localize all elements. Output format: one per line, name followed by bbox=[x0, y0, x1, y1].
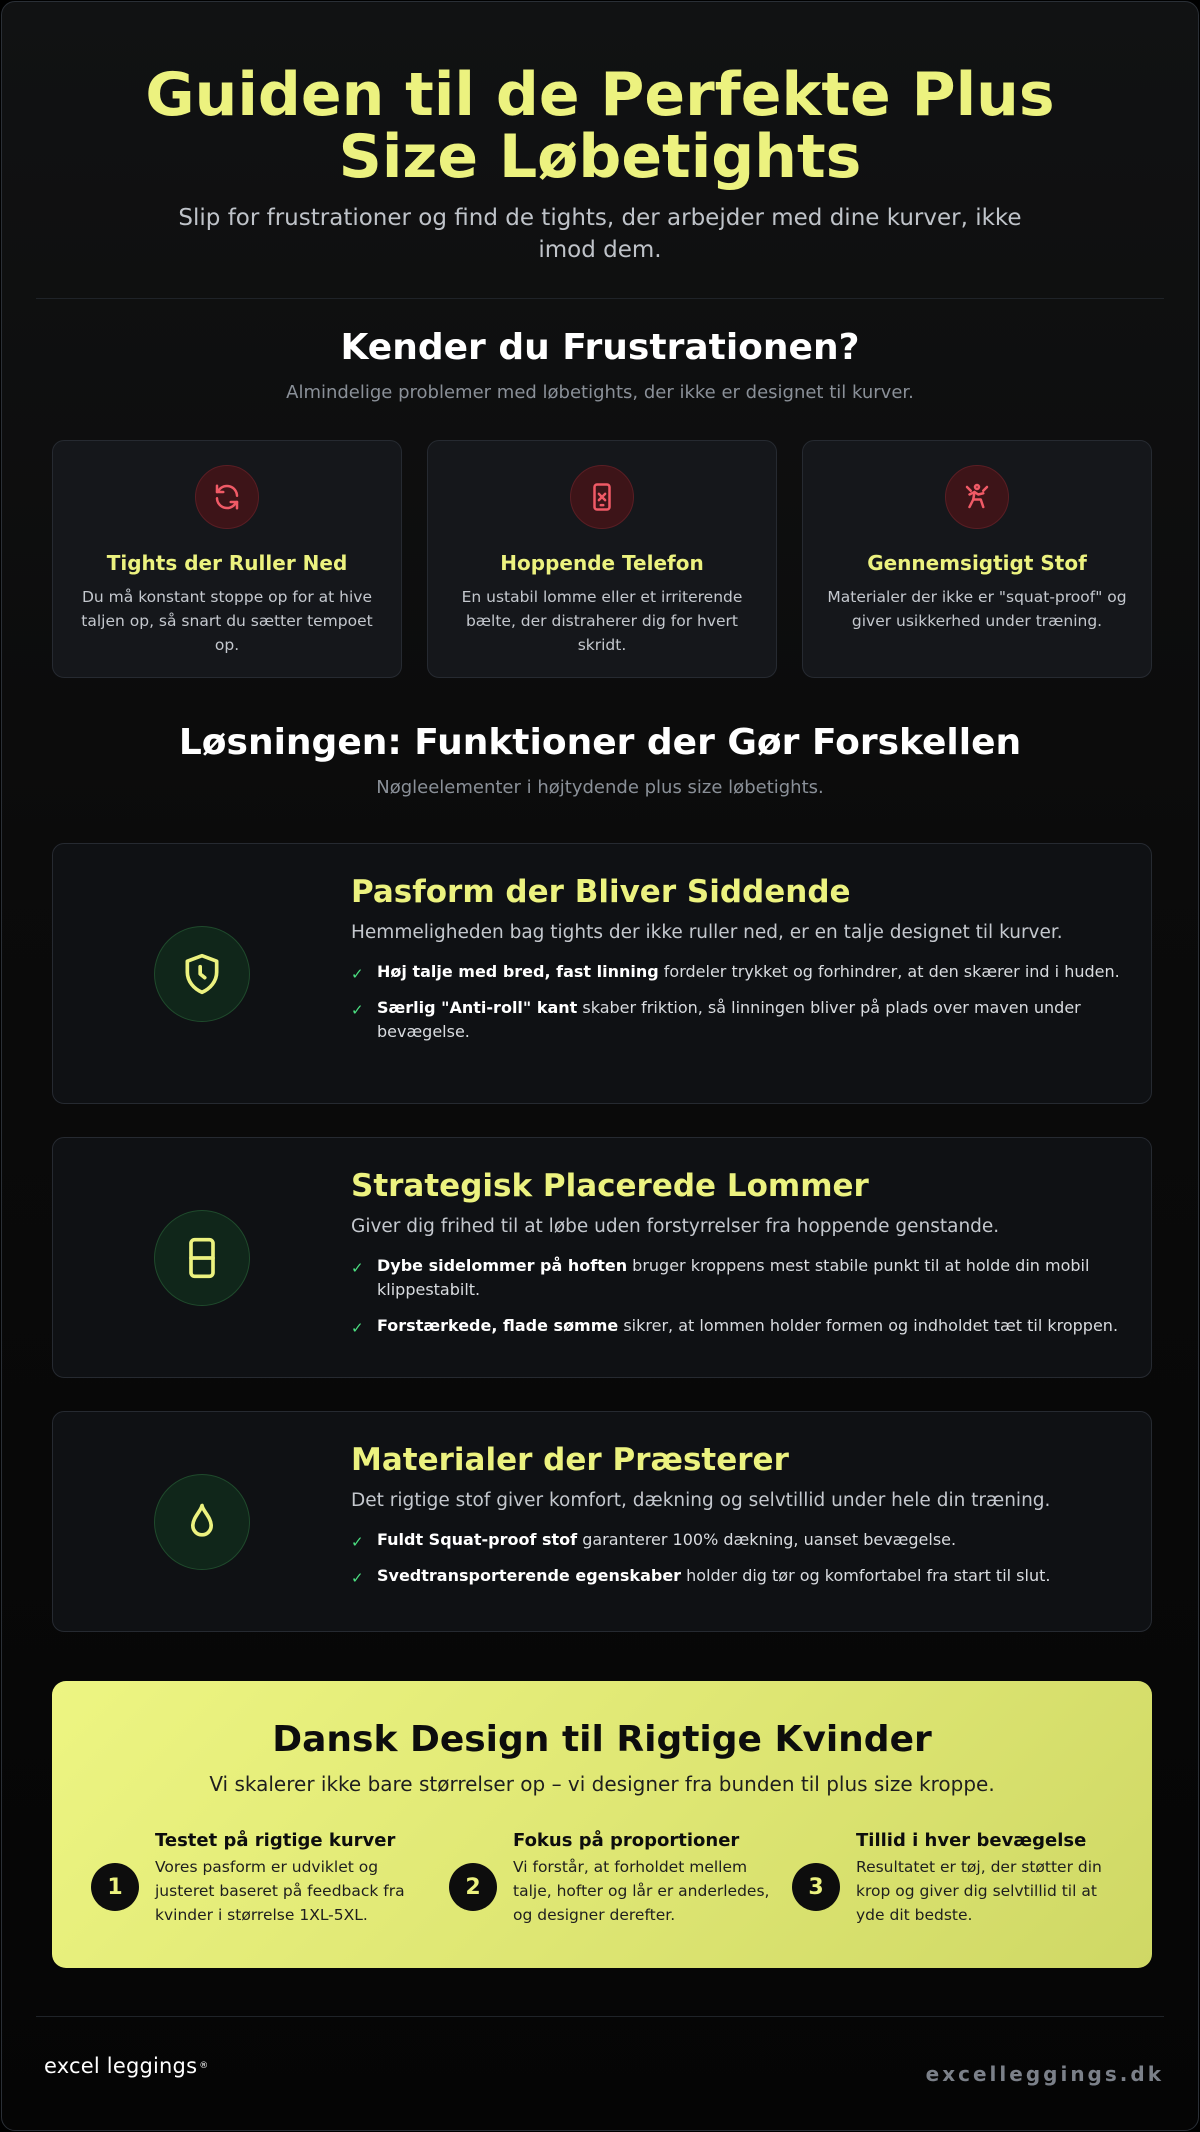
step-text: Resultatet er tøj, der støtter din krop og giver dig selvtillid til at yde dit bedste. bbox=[856, 1858, 1102, 1924]
feature-lead: Hemmeligheden bag tights der ikke ruller ned, er en talje designet til kurver. bbox=[351, 922, 1063, 943]
feature-point: ✓ Forstærkede, flade sømme sikrer, at lommen holder formen og indholdet tæt til kroppen. bbox=[351, 1314, 1131, 1338]
feature-title: Materialer der Præsterer bbox=[351, 1442, 789, 1478]
problem-title: Gennemsigtigt Stof bbox=[867, 551, 1087, 575]
problem-card bbox=[427, 440, 777, 678]
step-title: Tillid i hver bevægelse bbox=[856, 1830, 1087, 1851]
divider bbox=[36, 298, 1164, 299]
step-number: 2 bbox=[449, 1863, 497, 1911]
feature-body bbox=[351, 1168, 1131, 1350]
refresh-icon bbox=[195, 465, 259, 529]
feature-points bbox=[351, 960, 1131, 1044]
step-title: Fokus på proportioner bbox=[513, 1830, 740, 1851]
phone-x-icon bbox=[570, 465, 634, 529]
feature-body bbox=[351, 874, 1131, 1056]
logo-mark: ® bbox=[199, 2061, 209, 2071]
step-text: Vores pasform er udviklet og justeret baseret på feedback fra kvinder i størrelse 1XL-5XL. bbox=[155, 1858, 405, 1924]
feature-point: ✓ Svedtransporterende egenskaber holder dig tør og komfortabel fra start til slut. bbox=[351, 1564, 1131, 1588]
feature-point: ✓ Høj talje med bred, fast linning fordeler trykket og forhindrer, at den skærer ind i huden. bbox=[351, 960, 1131, 984]
step-text: Vi forstår, at forholdet mellem talje, hofter og lår er anderledes, og designer derefter. bbox=[513, 1858, 770, 1924]
brand-logo bbox=[44, 2054, 208, 2078]
shield-clock-icon bbox=[154, 926, 250, 1022]
divider bbox=[36, 2016, 1164, 2017]
problem-text: Du må konstant stoppe op for at hive taljen op, så snart du sætter tempoet op. bbox=[81, 588, 373, 654]
step-title: Testet på rigtige kurver bbox=[155, 1830, 396, 1851]
feature-card bbox=[52, 843, 1152, 1104]
feature-lead: Det rigtige stof giver komfort, dækning og selvtillid under hele din træning. bbox=[351, 1490, 1051, 1511]
feature-points bbox=[351, 1254, 1131, 1338]
problems-title: Kender du Frustrationen? bbox=[340, 327, 860, 368]
problem-title: Tights der Ruller Ned bbox=[106, 551, 348, 575]
page-subtitle: Slip for frustrationer og find de tights, der arbejder med dine kurver, ikke imod dem. bbox=[178, 205, 1022, 263]
feature-lead: Giver dig frihed til at løbe uden forstyrrelser fra hoppende genstande. bbox=[351, 1216, 1000, 1237]
squat-icon bbox=[945, 465, 1009, 529]
banner-title: Dansk Design til Rigtige Kvinder bbox=[272, 1719, 932, 1760]
check-icon: ✓ bbox=[351, 1569, 364, 1587]
droplet-icon bbox=[154, 1474, 250, 1570]
banner-subtitle: Vi skalerer ikke bare størrelser op – vi designer fra bunden til plus size kroppe. bbox=[209, 1772, 995, 1796]
feature-point: ✓ Særlig "Anti-roll" kant skaber friktion, så linningen bliver på plads over maven under bevægelse. bbox=[351, 998, 1081, 1041]
step-number: 1 bbox=[91, 1863, 139, 1911]
logo-text: excel leggings bbox=[44, 2054, 198, 2078]
feature-point: ✓ Dybe sidelommer på hoften bruger kroppens mest stabile punkt til at holde din mobil klippestabilt. bbox=[351, 1256, 1090, 1299]
website-url[interactable]: excelleggings.dk bbox=[925, 2062, 1164, 2086]
feature-title: Strategisk Placerede Lommer bbox=[351, 1168, 869, 1204]
problem-text: Materialer der ikke er "squat-proof" og giver usikkerhed under træning. bbox=[827, 588, 1127, 630]
pocket-icon bbox=[154, 1210, 250, 1306]
page-title: Guiden til de Perfekte Plus Size Løbetights bbox=[145, 60, 1055, 192]
check-icon: ✓ bbox=[351, 1319, 364, 1337]
check-icon: ✓ bbox=[351, 965, 364, 983]
check-icon: ✓ bbox=[351, 1533, 364, 1551]
hero bbox=[2, 2, 1198, 266]
feature-card bbox=[52, 1137, 1152, 1378]
step-number: 3 bbox=[792, 1863, 840, 1911]
solutions-subtitle: Nøgleelementer i højtydende plus size løbetights. bbox=[376, 777, 824, 798]
check-icon: ✓ bbox=[351, 1001, 364, 1019]
problem-text: En ustabil lomme eller et irriterende bælte, der distraherer dig for hvert skridt. bbox=[461, 588, 743, 654]
problem-card bbox=[802, 440, 1152, 678]
feature-title: Pasform der Bliver Siddende bbox=[351, 874, 851, 910]
feature-body bbox=[351, 1442, 1131, 1600]
infographic bbox=[1, 1, 1199, 2131]
check-icon: ✓ bbox=[351, 1259, 364, 1277]
feature-point: ✓ Fuldt Squat-proof stof garanterer 100% dækning, uanset bevægelse. bbox=[351, 1528, 1131, 1552]
danish-design-banner bbox=[52, 1681, 1152, 1968]
feature-points bbox=[351, 1528, 1131, 1588]
solutions-title: Løsningen: Funktioner der Gør Forskellen bbox=[178, 722, 1022, 763]
problem-card bbox=[52, 440, 402, 678]
problem-title: Hoppende Telefon bbox=[500, 551, 704, 575]
problems-subtitle: Almindelige problemer med løbetights, der ikke er designet til kurver. bbox=[286, 382, 914, 403]
feature-card bbox=[52, 1411, 1152, 1632]
